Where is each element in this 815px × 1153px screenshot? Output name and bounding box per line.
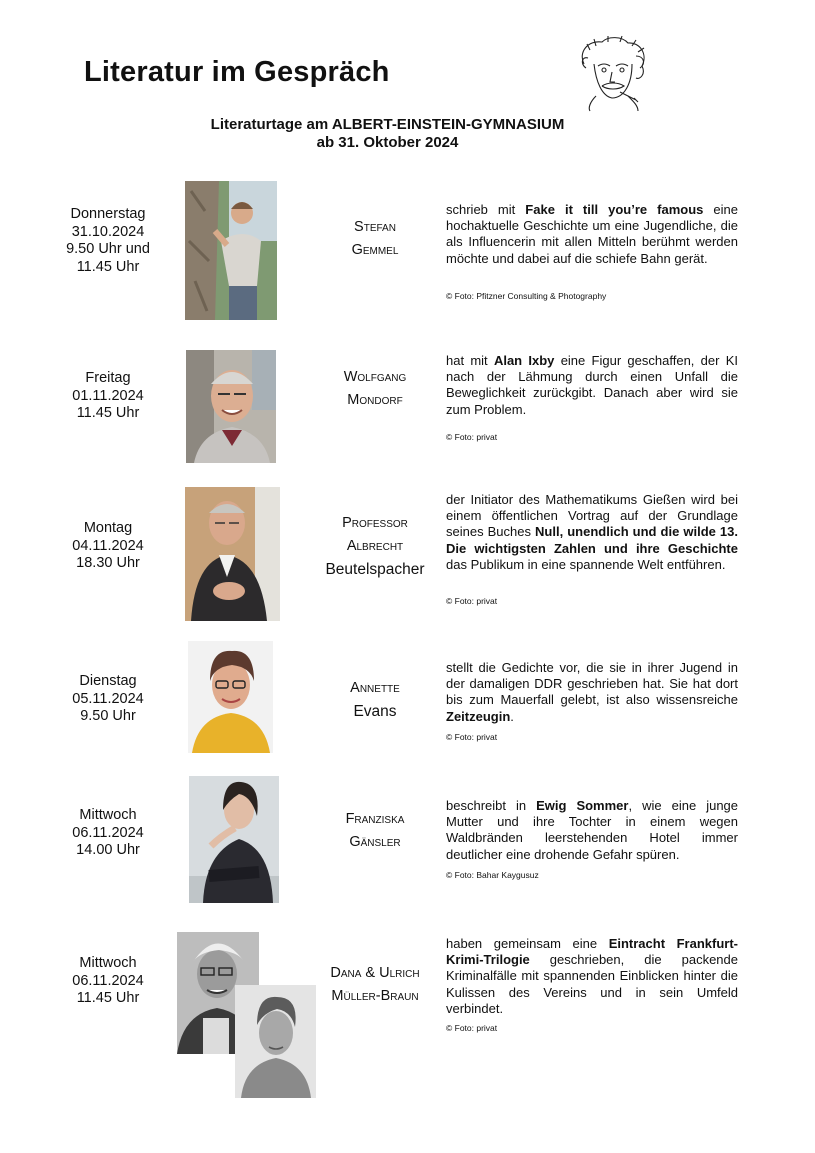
author-first-name: Stefan (354, 219, 396, 235)
event-description (446, 798, 738, 863)
photo-credit: © Foto: privat (446, 596, 498, 606)
event-date-block (48, 370, 168, 423)
event-description (446, 353, 738, 418)
author-photo (185, 487, 280, 621)
event-date: 04.11.2024 (72, 537, 144, 554)
description-text: der Initiator des Mathematikums Gießen wird bei einem öffentlichen Vortrag auf der Grundlage seines Buches (446, 492, 738, 540)
author-name (300, 677, 450, 723)
author-last-name: Evans (353, 703, 397, 720)
event-time: 11.45 Uhr (76, 258, 140, 275)
subtitle (120, 116, 655, 152)
event-time: 18.30 Uhr (76, 555, 140, 571)
event-time: 11.45 Uhr (76, 990, 140, 1006)
book-title: Alan Ixby (493, 353, 555, 368)
event-date-block (48, 673, 168, 726)
author-first-name: Wolfgang (343, 369, 407, 385)
event-date: 06.11.2024 (72, 972, 144, 989)
photo-credit: © Foto: privat (446, 1023, 498, 1033)
event-date: 31.10.2024 (71, 223, 145, 240)
description-text: geschrieben, die packende Kriminalfälle mit spannenden Einblicken hinter die Kulissen des Vereins und in sein Umfeld verbindet. (446, 952, 738, 1016)
author-photo (185, 181, 277, 320)
event-date-block (48, 955, 168, 1008)
author-photo (189, 776, 279, 903)
author-last-name: Mondorf (347, 392, 403, 408)
event-time: 9.50 Uhr (80, 708, 136, 724)
subtitle-line-2: ab 31. Oktober 2024 (316, 134, 459, 151)
author-name (300, 512, 450, 581)
description-text: eine Figur geschaffen, der KI nach der Lähmung durch einen Unfall die Beweglichkeit zurückgibt. Danach aber wird sie zum Problem. (446, 353, 739, 417)
author-name (300, 216, 450, 262)
author-title: Professor (342, 515, 408, 531)
event-time: 9.50 Uhr und (66, 241, 150, 257)
description-text: schrieb mit (446, 202, 526, 217)
event-date: 06.11.2024 (72, 824, 144, 841)
event-date: 05.11.2024 (72, 690, 144, 707)
description-text: . (510, 708, 514, 724)
event-day: Montag (83, 520, 133, 536)
event-date: 01.11.2024 (72, 387, 144, 404)
subtitle-line-1: Literaturtage am ALBERT-EINSTEIN-GYMNASIUM (210, 116, 565, 133)
author-last-name: Beutelspacher (325, 561, 425, 578)
author-photo (188, 641, 273, 753)
book-title: Eintracht Frankfurt-Krimi-Trilogie (446, 936, 739, 968)
description-text: stellt die Gedichte vor, die sie in ihrer Jugend in der damaligen DDR geschrieben hat. Sie hat dort bis zum Mauerfall gelebt, ist also wissensreiche (446, 660, 738, 708)
author-name (300, 366, 450, 412)
event-day: Mittwoch (79, 807, 137, 823)
description-text: hat mit (446, 353, 494, 368)
event-time: 11.45 Uhr (76, 405, 140, 421)
event-description (446, 660, 738, 725)
event-date-block (48, 807, 168, 860)
event-date-block (48, 520, 168, 573)
author-name (300, 808, 450, 854)
author-last-name: Gänsler (349, 834, 401, 850)
einstein-sketch-logo (574, 34, 650, 112)
book-title: Ewig Sommer (536, 798, 629, 813)
description-text: , wie eine junge Mutter und ihre Tochter in einem wegen Waldbränden leerstehenden Hotel immer deutlicher eine drohende Gefahr spüren. (446, 798, 739, 862)
event-day: Dienstag (79, 673, 137, 689)
description-text: haben gemeinsam eine (446, 936, 609, 951)
description-text: eine hochaktuelle Geschichte um eine Jugendliche, die als Influencerin mit allen Mitteln berühmt werden möchte und dabei auf die schiefe Bahn gerät. (446, 202, 738, 266)
event-day: Donnerstag (70, 206, 146, 222)
photo-credit: © Foto: Pfitzner Consulting & Photography (446, 291, 607, 301)
author-last-name: Gemmel (351, 242, 399, 258)
event-description (446, 202, 738, 267)
photo-credit: © Foto: privat (446, 732, 498, 742)
author-first-name: Albrecht (346, 538, 404, 554)
photo-credit: © Foto: Bahar Kaygusuz (446, 870, 539, 880)
event-day: Freitag (85, 370, 131, 386)
keyword: Zeitzeugin (446, 708, 511, 724)
event-date-block (48, 206, 168, 276)
book-title: Fake it till you’re famous (525, 202, 704, 217)
event-description (446, 936, 738, 1017)
event-day: Mittwoch (79, 955, 137, 971)
event-description (446, 492, 738, 573)
author-first-names: Dana & Ulrich (330, 965, 420, 981)
description-text: das Publikum in eine spannende Welt entführen. (446, 556, 726, 572)
book-title: Null, unendlich und die wilde 13. Die wichtigsten Zahlen und ihre Geschichte (446, 524, 738, 556)
author-last-name: Müller-Braun (331, 988, 419, 1004)
page-title: Literatur im Gespräch (84, 56, 390, 88)
author-first-name: Franziska (345, 811, 405, 827)
photo-credit: © Foto: privat (446, 432, 498, 442)
description-text: beschreibt in (446, 798, 537, 813)
author-name (300, 962, 450, 1008)
author-photo (186, 350, 276, 463)
author-first-name: Annette (350, 680, 400, 696)
event-time: 14.00 Uhr (76, 842, 140, 858)
